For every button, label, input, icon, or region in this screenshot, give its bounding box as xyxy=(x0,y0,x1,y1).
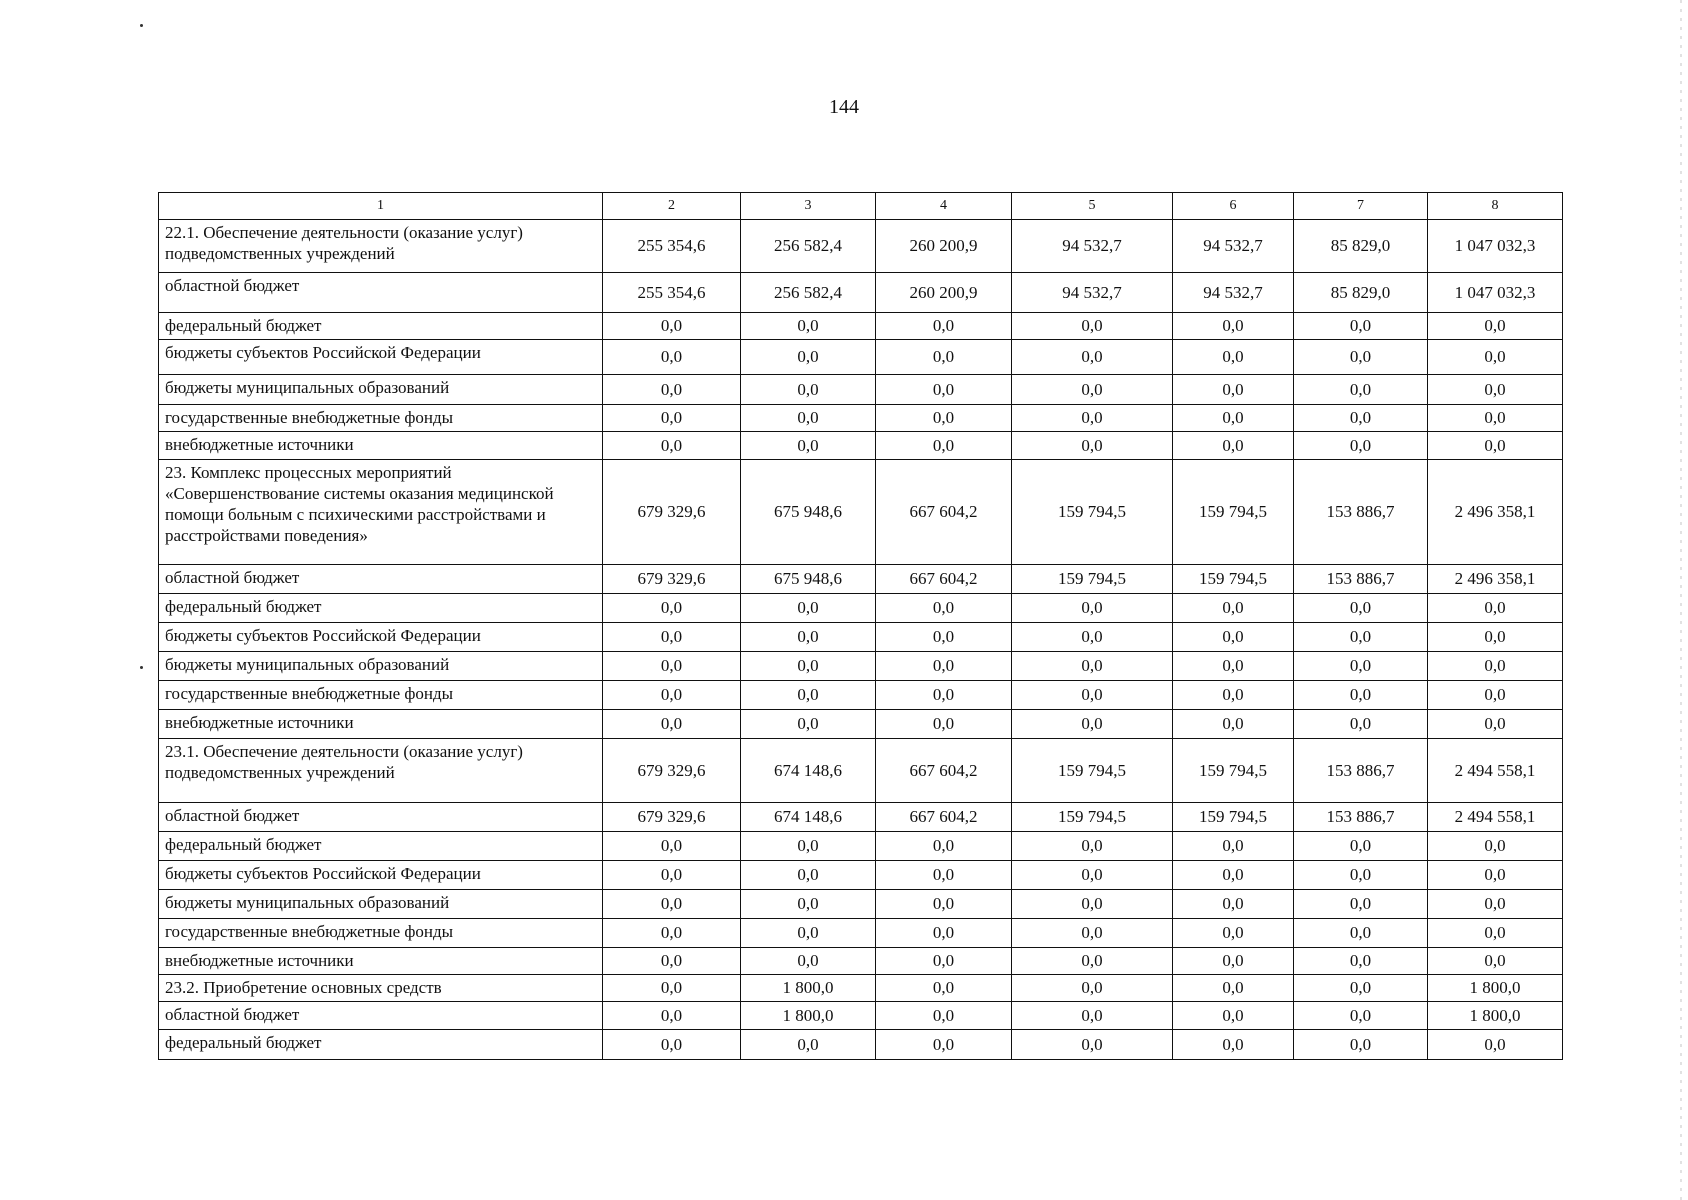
value-cell: 0,0 xyxy=(741,432,876,460)
value-cell: 255 354,6 xyxy=(603,273,741,313)
value-cell: 0,0 xyxy=(741,405,876,432)
value-cell: 0,0 xyxy=(741,652,876,681)
value-cell: 0,0 xyxy=(876,623,1012,652)
value-cell: 0,0 xyxy=(603,375,741,405)
value-cell: 1 800,0 xyxy=(1428,1002,1563,1030)
value-cell: 0,0 xyxy=(741,623,876,652)
value-cell: 0,0 xyxy=(1294,375,1428,405)
value-cell: 0,0 xyxy=(741,1030,876,1060)
value-cell: 260 200,9 xyxy=(876,220,1012,273)
value-cell: 0,0 xyxy=(1294,1002,1428,1030)
value-cell: 679 329,6 xyxy=(603,565,741,594)
value-cell: 153 886,7 xyxy=(1294,565,1428,594)
value-cell: 94 532,7 xyxy=(1012,273,1173,313)
table-row xyxy=(159,375,1563,405)
value-cell: 667 604,2 xyxy=(876,739,1012,803)
value-cell: 0,0 xyxy=(1294,313,1428,340)
value-cell: 0,0 xyxy=(1012,890,1173,919)
value-cell: 0,0 xyxy=(1173,919,1294,948)
table-row xyxy=(159,832,1563,861)
value-cell: 0,0 xyxy=(1428,1030,1563,1060)
row-label: бюджеты субъектов Российской Федерации xyxy=(159,623,603,652)
scan-dot-mark xyxy=(140,666,143,669)
value-cell: 0,0 xyxy=(1012,623,1173,652)
value-cell: 0,0 xyxy=(603,832,741,861)
value-cell: 256 582,4 xyxy=(741,273,876,313)
value-cell: 0,0 xyxy=(1012,832,1173,861)
value-cell: 0,0 xyxy=(1294,652,1428,681)
value-cell: 0,0 xyxy=(876,340,1012,375)
value-cell: 0,0 xyxy=(876,432,1012,460)
value-cell: 0,0 xyxy=(603,594,741,623)
value-cell: 159 794,5 xyxy=(1012,739,1173,803)
value-cell: 0,0 xyxy=(1173,832,1294,861)
value-cell: 674 148,6 xyxy=(741,739,876,803)
value-cell: 85 829,0 xyxy=(1294,220,1428,273)
value-cell: 0,0 xyxy=(603,681,741,710)
column-number-header: 8 xyxy=(1428,193,1563,220)
table-row xyxy=(159,919,1563,948)
row-label: государственные внебюджетные фонды xyxy=(159,681,603,710)
value-cell: 0,0 xyxy=(1012,375,1173,405)
value-cell: 2 494 558,1 xyxy=(1428,803,1563,832)
value-cell: 0,0 xyxy=(1012,681,1173,710)
value-cell: 0,0 xyxy=(1294,890,1428,919)
value-cell: 0,0 xyxy=(1294,623,1428,652)
table-row xyxy=(159,803,1563,832)
value-cell: 0,0 xyxy=(1173,975,1294,1002)
value-cell: 153 886,7 xyxy=(1294,803,1428,832)
value-cell: 0,0 xyxy=(603,975,741,1002)
value-cell: 0,0 xyxy=(1428,681,1563,710)
value-cell: 0,0 xyxy=(876,861,1012,890)
value-cell: 0,0 xyxy=(1428,594,1563,623)
value-cell: 0,0 xyxy=(741,313,876,340)
value-cell: 0,0 xyxy=(1173,375,1294,405)
value-cell: 1 800,0 xyxy=(1428,975,1563,1002)
value-cell: 0,0 xyxy=(741,832,876,861)
value-cell: 0,0 xyxy=(603,1030,741,1060)
row-label: внебюджетные источники xyxy=(159,948,603,975)
table-row xyxy=(159,594,1563,623)
value-cell: 0,0 xyxy=(741,375,876,405)
table-row xyxy=(159,652,1563,681)
value-cell: 2 496 358,1 xyxy=(1428,565,1563,594)
column-number-header: 2 xyxy=(603,193,741,220)
value-cell: 0,0 xyxy=(1012,594,1173,623)
row-label: бюджеты муниципальных образований xyxy=(159,375,603,405)
value-cell: 0,0 xyxy=(1012,405,1173,432)
value-cell: 0,0 xyxy=(1012,313,1173,340)
table-row xyxy=(159,460,1563,565)
value-cell: 0,0 xyxy=(1294,340,1428,375)
value-cell: 153 886,7 xyxy=(1294,460,1428,565)
value-cell: 0,0 xyxy=(603,861,741,890)
value-cell: 0,0 xyxy=(1012,340,1173,375)
row-label: государственные внебюджетные фонды xyxy=(159,405,603,432)
column-number-header: 7 xyxy=(1294,193,1428,220)
value-cell: 0,0 xyxy=(1173,710,1294,739)
value-cell: 0,0 xyxy=(603,432,741,460)
value-cell: 1 800,0 xyxy=(741,975,876,1002)
row-label: бюджеты муниципальных образований xyxy=(159,652,603,681)
value-cell: 0,0 xyxy=(741,919,876,948)
value-cell: 0,0 xyxy=(1428,948,1563,975)
value-cell: 0,0 xyxy=(1294,594,1428,623)
value-cell: 0,0 xyxy=(603,710,741,739)
value-cell: 0,0 xyxy=(603,340,741,375)
value-cell: 0,0 xyxy=(876,919,1012,948)
table-row xyxy=(159,890,1563,919)
table-body xyxy=(159,220,1563,1060)
value-cell: 0,0 xyxy=(1173,1002,1294,1030)
value-cell: 2 496 358,1 xyxy=(1428,460,1563,565)
value-cell: 679 329,6 xyxy=(603,803,741,832)
value-cell: 0,0 xyxy=(1012,1030,1173,1060)
value-cell: 0,0 xyxy=(1173,652,1294,681)
table-row xyxy=(159,1002,1563,1030)
value-cell: 85 829,0 xyxy=(1294,273,1428,313)
row-label: государственные внебюджетные фонды xyxy=(159,919,603,948)
value-cell: 0,0 xyxy=(876,313,1012,340)
value-cell: 0,0 xyxy=(1294,832,1428,861)
value-cell: 2 494 558,1 xyxy=(1428,739,1563,803)
value-cell: 0,0 xyxy=(1173,594,1294,623)
table-row xyxy=(159,975,1563,1002)
table-row xyxy=(159,220,1563,273)
value-cell: 0,0 xyxy=(1012,861,1173,890)
column-number-header: 3 xyxy=(741,193,876,220)
value-cell: 679 329,6 xyxy=(603,739,741,803)
value-cell: 0,0 xyxy=(1173,623,1294,652)
value-cell: 0,0 xyxy=(1294,405,1428,432)
value-cell: 0,0 xyxy=(603,948,741,975)
value-cell: 0,0 xyxy=(1428,861,1563,890)
value-cell: 159 794,5 xyxy=(1012,565,1173,594)
value-cell: 0,0 xyxy=(1428,832,1563,861)
scan-dot-mark xyxy=(140,24,143,27)
row-label: бюджеты муниципальных образований xyxy=(159,890,603,919)
value-cell: 0,0 xyxy=(876,890,1012,919)
value-cell: 0,0 xyxy=(1173,1030,1294,1060)
value-cell: 260 200,9 xyxy=(876,273,1012,313)
value-cell: 667 604,2 xyxy=(876,803,1012,832)
value-cell: 0,0 xyxy=(1173,681,1294,710)
value-cell: 675 948,6 xyxy=(741,460,876,565)
value-cell: 1 047 032,3 xyxy=(1428,220,1563,273)
value-cell: 667 604,2 xyxy=(876,460,1012,565)
scan-edge-artifact xyxy=(1680,0,1682,1200)
value-cell: 153 886,7 xyxy=(1294,739,1428,803)
value-cell: 674 148,6 xyxy=(741,803,876,832)
value-cell: 0,0 xyxy=(876,832,1012,861)
column-number-header: 5 xyxy=(1012,193,1173,220)
value-cell: 679 329,6 xyxy=(603,460,741,565)
row-label: бюджеты субъектов Российской Федерации xyxy=(159,340,603,375)
value-cell: 0,0 xyxy=(876,652,1012,681)
value-cell: 255 354,6 xyxy=(603,220,741,273)
table-row xyxy=(159,623,1563,652)
value-cell: 94 532,7 xyxy=(1012,220,1173,273)
value-cell: 0,0 xyxy=(603,1002,741,1030)
row-label: областной бюджет xyxy=(159,273,603,313)
table-row xyxy=(159,1030,1563,1060)
row-label: 23.1. Обеспечение деятельности (оказание услуг) подведомственных учреждений xyxy=(159,739,603,803)
value-cell: 94 532,7 xyxy=(1173,273,1294,313)
value-cell: 159 794,5 xyxy=(1012,460,1173,565)
table-row xyxy=(159,861,1563,890)
value-cell: 0,0 xyxy=(741,861,876,890)
value-cell: 159 794,5 xyxy=(1012,803,1173,832)
budget-table xyxy=(158,192,1563,1060)
value-cell: 0,0 xyxy=(876,1002,1012,1030)
value-cell: 0,0 xyxy=(1428,313,1563,340)
value-cell: 0,0 xyxy=(1012,432,1173,460)
value-cell: 0,0 xyxy=(876,948,1012,975)
row-label: 23.2. Приобретение основных средств xyxy=(159,975,603,1002)
row-label: областной бюджет xyxy=(159,803,603,832)
value-cell: 0,0 xyxy=(1173,890,1294,919)
value-cell: 0,0 xyxy=(876,710,1012,739)
column-number-header: 4 xyxy=(876,193,1012,220)
value-cell: 0,0 xyxy=(1428,405,1563,432)
value-cell: 0,0 xyxy=(876,975,1012,1002)
value-cell: 0,0 xyxy=(1428,432,1563,460)
page-number: 144 xyxy=(829,96,859,118)
column-number-header: 1 xyxy=(159,193,603,220)
row-label: областной бюджет xyxy=(159,1002,603,1030)
value-cell: 0,0 xyxy=(741,681,876,710)
row-label: федеральный бюджет xyxy=(159,313,603,340)
value-cell: 0,0 xyxy=(1173,861,1294,890)
value-cell: 0,0 xyxy=(603,623,741,652)
column-number-row xyxy=(159,193,1563,220)
value-cell: 0,0 xyxy=(1428,710,1563,739)
value-cell: 675 948,6 xyxy=(741,565,876,594)
value-cell: 1 047 032,3 xyxy=(1428,273,1563,313)
row-label: областной бюджет xyxy=(159,565,603,594)
value-cell: 0,0 xyxy=(741,340,876,375)
value-cell: 0,0 xyxy=(876,375,1012,405)
value-cell: 0,0 xyxy=(1173,340,1294,375)
value-cell: 0,0 xyxy=(603,405,741,432)
row-label: федеральный бюджет xyxy=(159,832,603,861)
value-cell: 0,0 xyxy=(1428,919,1563,948)
value-cell: 0,0 xyxy=(603,652,741,681)
table-row xyxy=(159,313,1563,340)
value-cell: 0,0 xyxy=(1012,710,1173,739)
value-cell: 0,0 xyxy=(1012,652,1173,681)
value-cell: 0,0 xyxy=(603,890,741,919)
value-cell: 667 604,2 xyxy=(876,565,1012,594)
value-cell: 0,0 xyxy=(1294,975,1428,1002)
value-cell: 0,0 xyxy=(603,313,741,340)
value-cell: 0,0 xyxy=(1012,1002,1173,1030)
value-cell: 159 794,5 xyxy=(1173,565,1294,594)
value-cell: 0,0 xyxy=(1294,432,1428,460)
value-cell: 256 582,4 xyxy=(741,220,876,273)
value-cell: 0,0 xyxy=(1428,375,1563,405)
value-cell: 0,0 xyxy=(1012,948,1173,975)
value-cell: 0,0 xyxy=(1428,340,1563,375)
value-cell: 0,0 xyxy=(1173,405,1294,432)
value-cell: 0,0 xyxy=(1428,890,1563,919)
row-label: бюджеты субъектов Российской Федерации xyxy=(159,861,603,890)
table-row xyxy=(159,432,1563,460)
value-cell: 0,0 xyxy=(1428,623,1563,652)
row-label: внебюджетные источники xyxy=(159,432,603,460)
value-cell: 0,0 xyxy=(741,890,876,919)
value-cell: 159 794,5 xyxy=(1173,460,1294,565)
value-cell: 0,0 xyxy=(1294,861,1428,890)
row-label: федеральный бюджет xyxy=(159,1030,603,1060)
table-row xyxy=(159,565,1563,594)
value-cell: 0,0 xyxy=(1173,432,1294,460)
row-label: 23. Комплекс процессных мероприятий «Совершенствование системы оказания медицинской помощи больным с психическими расстройствами и расстройствами поведения» xyxy=(159,460,603,565)
row-label: внебюджетные источники xyxy=(159,710,603,739)
table-row xyxy=(159,681,1563,710)
table-row xyxy=(159,340,1563,375)
row-label: федеральный бюджет xyxy=(159,594,603,623)
value-cell: 0,0 xyxy=(876,405,1012,432)
value-cell: 0,0 xyxy=(876,1030,1012,1060)
row-label: 22.1. Обеспечение деятельности (оказание услуг) подведомственных учреждений xyxy=(159,220,603,273)
value-cell: 0,0 xyxy=(741,710,876,739)
value-cell: 0,0 xyxy=(1294,1030,1428,1060)
value-cell: 0,0 xyxy=(741,948,876,975)
value-cell: 0,0 xyxy=(1428,652,1563,681)
value-cell: 0,0 xyxy=(1294,919,1428,948)
value-cell: 0,0 xyxy=(1012,975,1173,1002)
value-cell: 159 794,5 xyxy=(1173,739,1294,803)
value-cell: 0,0 xyxy=(1294,710,1428,739)
table-row xyxy=(159,710,1563,739)
value-cell: 0,0 xyxy=(876,681,1012,710)
table-row xyxy=(159,405,1563,432)
value-cell: 0,0 xyxy=(1012,919,1173,948)
column-number-header: 6 xyxy=(1173,193,1294,220)
value-cell: 0,0 xyxy=(1173,948,1294,975)
value-cell: 0,0 xyxy=(1294,681,1428,710)
table-row xyxy=(159,273,1563,313)
table-row xyxy=(159,948,1563,975)
value-cell: 159 794,5 xyxy=(1173,803,1294,832)
value-cell: 0,0 xyxy=(741,594,876,623)
value-cell: 0,0 xyxy=(876,594,1012,623)
value-cell: 1 800,0 xyxy=(741,1002,876,1030)
value-cell: 94 532,7 xyxy=(1173,220,1294,273)
value-cell: 0,0 xyxy=(1294,948,1428,975)
value-cell: 0,0 xyxy=(1173,313,1294,340)
table-row xyxy=(159,739,1563,803)
value-cell: 0,0 xyxy=(603,919,741,948)
